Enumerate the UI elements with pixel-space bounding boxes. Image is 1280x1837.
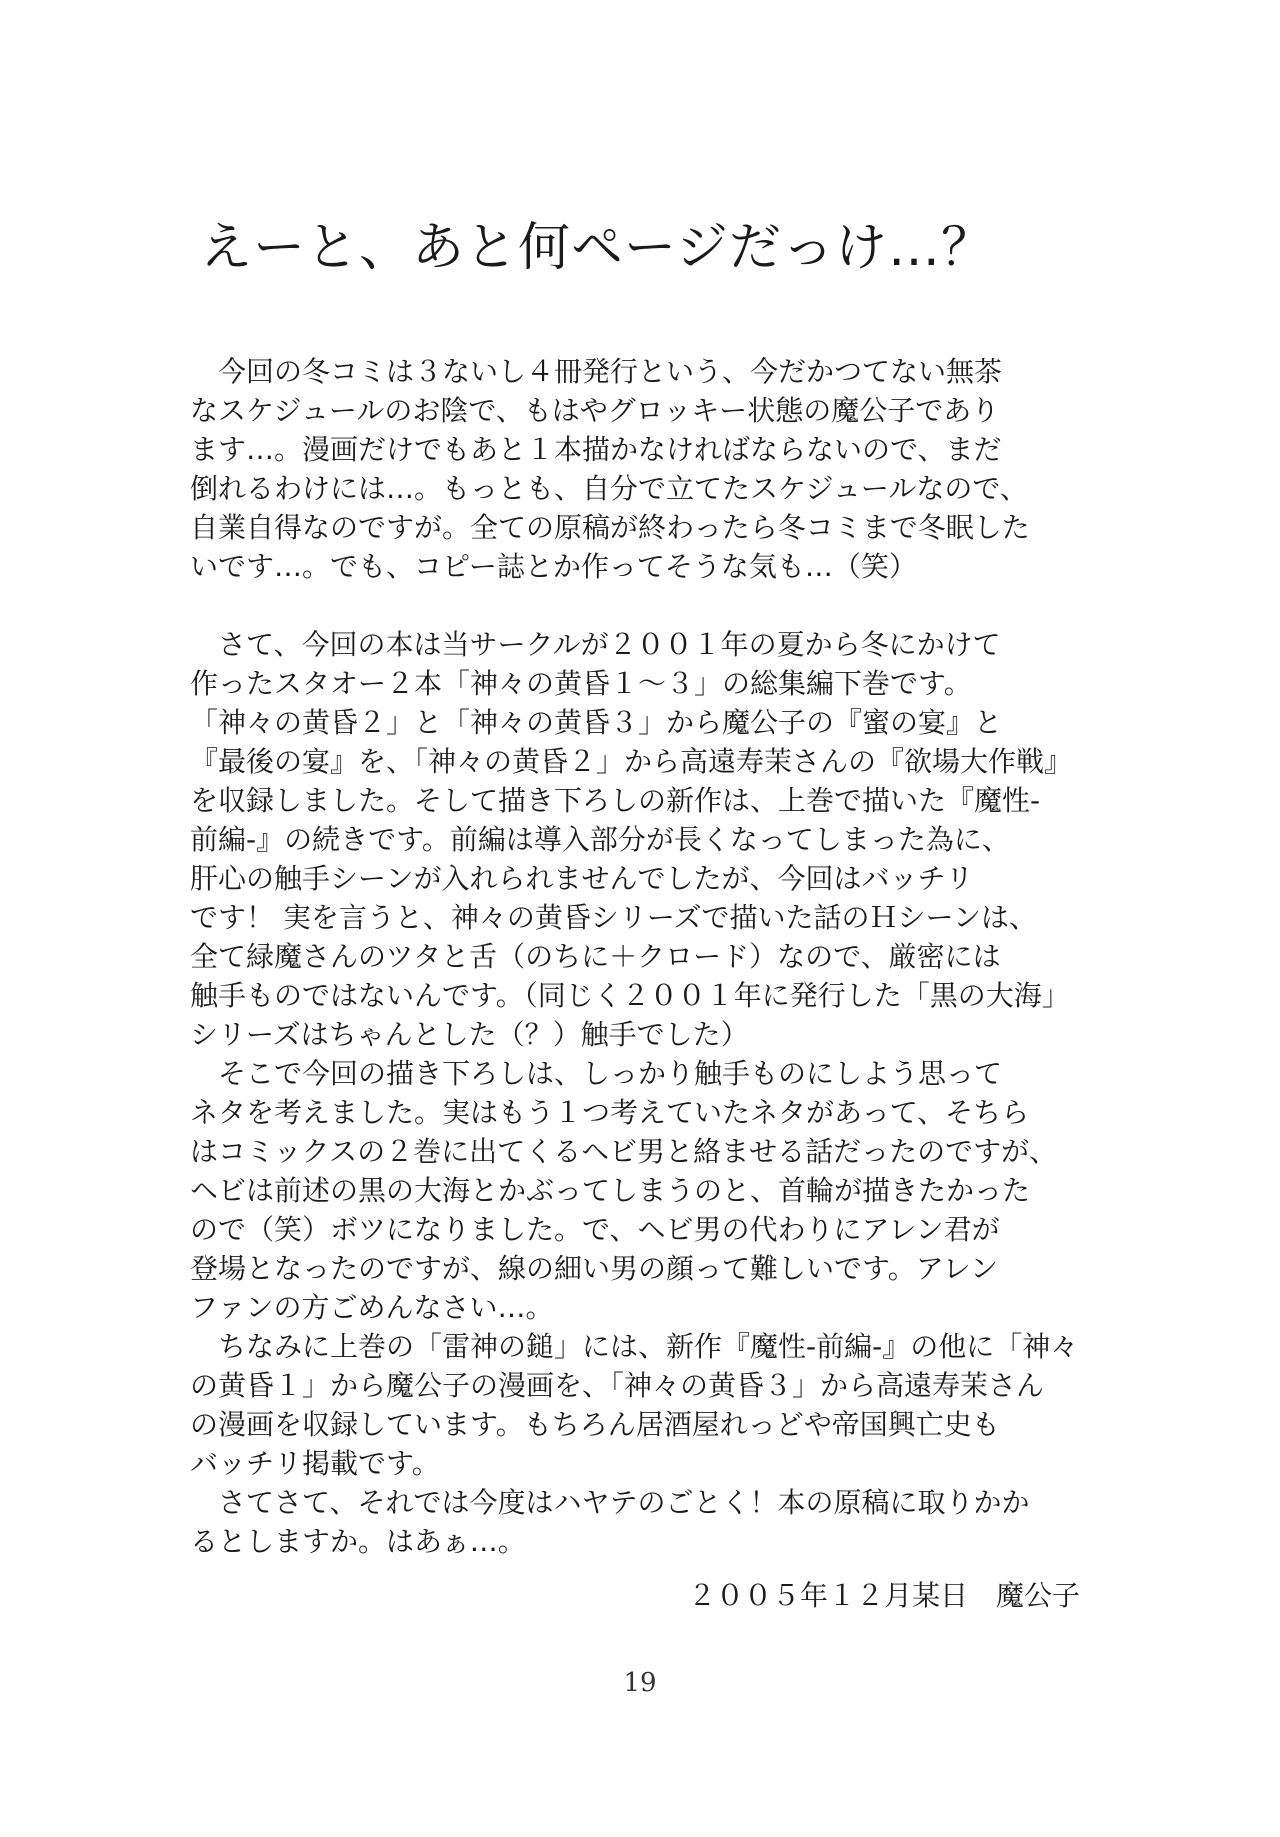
paragraph-gap — [190, 586, 1100, 625]
signature-date: ２００５年１２月某日 魔公子 — [687, 1579, 1080, 1612]
text-line: 作ったスタオー２本「神々の黄昏１～３」の総集編下巻です。 — [190, 667, 972, 700]
text-line: 前編-』の続きです。前編は導入部分が長くなってしまった為に、 — [190, 823, 1010, 856]
text-line: です！ 実を言うと、神々の黄昏シリーズで描いた話のＨシーンは、 — [190, 901, 1037, 934]
text-line: ネタを考えました。実はもう１つ考えていたネタがあって、そちら — [190, 1096, 1030, 1129]
text-line: ので（笑）ボツになりました。で、ヘビ男の代わりにアレン君が — [190, 1213, 1000, 1246]
text-line: 全て緑魔さんのツタと舌（のちに＋クロード）なので、厳密には — [190, 940, 1001, 973]
text-line: を収録しました。そして描き下ろしの新作は、上巻で描いた『魔性- — [190, 784, 1041, 817]
text-line: はコミックスの２巻に出てくるヘビ男と絡ませる話だったのですが、 — [190, 1135, 1058, 1168]
text-line: ヘビは前述の黒の大海とかぶってしまうのと、首輪が描きたかった — [190, 1174, 1031, 1207]
text-line: ファンの方ごめんなさい…。 — [190, 1291, 554, 1324]
text-line: なスケジュールのお陰で、もはやグロッキー状態の魔公子であり — [190, 394, 1000, 427]
page-number: 19 — [623, 1668, 657, 1698]
text-line: 『最後の宴』を、「神々の黄昏２」から高遠寿茉さんの『欲場大作戦』 — [190, 745, 1073, 778]
text-line: さて、今回の本は当サークルが２００１年の夏から冬にかけて — [190, 628, 1001, 661]
text-line: ます…。漫画だけでもあと１本描かなければならないので、まだ — [190, 433, 1002, 466]
text-line: 肝心の触手シーンが入れられませんでしたが、今回はバッチリ — [190, 862, 974, 895]
text-line: シリーズはちゃんとした（？）触手でした） — [190, 1018, 749, 1051]
text-line: 登場となったのですが、線の細い男の顔って難しいです。アレン — [190, 1252, 998, 1285]
page-title: えーと、あと何ページだっけ…？ — [200, 218, 994, 278]
text-line: 「神々の黄昏２」と「神々の黄昏３」から魔公子の『蜜の宴』と — [190, 706, 1003, 739]
text-line: の漫画を収録しています。もちろん居酒屋れっどや帝国興亡史も — [190, 1408, 1000, 1441]
text-line: いです…。でも、コピー誌とか作ってそうな気も…（笑） — [190, 550, 917, 583]
text-line: 今回の冬コミは３ないし４冊発行という、今だかつてない無茶 — [190, 355, 1003, 388]
text-line: るとしますか。はあぁ…。 — [190, 1525, 526, 1558]
text-line: さてさて、それでは今度はハヤテのごとく！本の原稿に取りかか — [190, 1486, 1030, 1519]
text-line: 倒れるわけには…。もっとも、自分で立てたスケジュールなので、 — [190, 472, 1028, 505]
text-line: 触手ものではないんです。（同じく２００１年に発行した「黒の大海」 — [190, 979, 1070, 1012]
text-line: バッチリ掲載です。 — [190, 1447, 440, 1480]
text-line: 自業自得なのですが。全ての原稿が終わったら冬コミまで冬眠した — [190, 511, 1030, 544]
text-line: ちなみに上巻の「雷神の鎚」には、新作『魔性-前編-』の他に「神々 — [190, 1330, 1079, 1363]
text-line: の黄昏１」から魔公子の漫画を、「神々の黄昏３」から高遠寿茉さん — [190, 1369, 1045, 1402]
body-text — [190, 352, 1100, 1561]
text-line: そこで今回の描き下ろしは、しっかり触手ものにしよう思って — [190, 1057, 1003, 1090]
